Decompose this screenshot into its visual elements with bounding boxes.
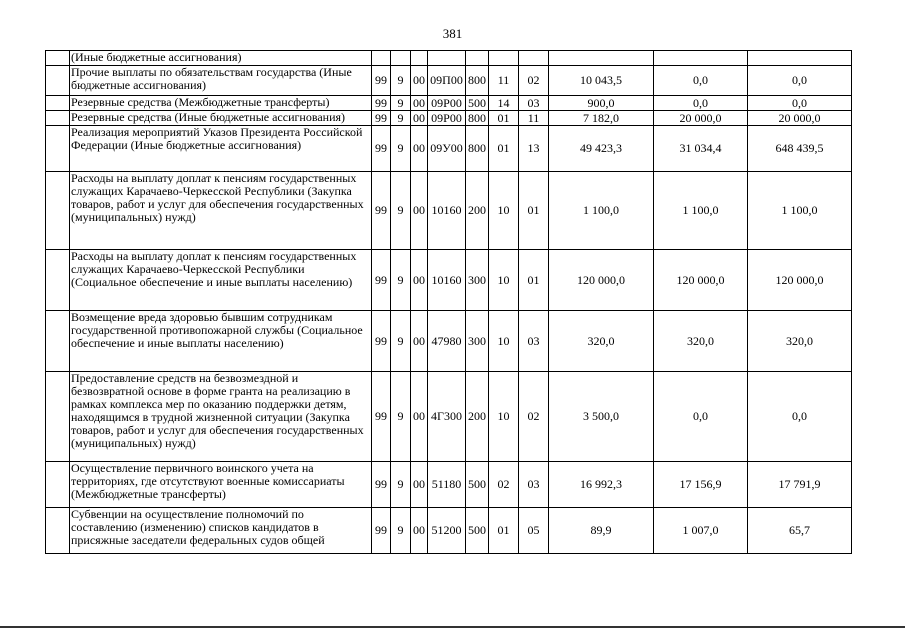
cell-v1: 49 423,3 (549, 126, 654, 172)
cell-c7: 03 (519, 462, 549, 508)
cell-c7: 02 (519, 66, 549, 96)
cell-v3: 120 000,0 (748, 250, 852, 311)
cell-c3 (411, 51, 428, 66)
cell-v2: 0,0 (654, 66, 748, 96)
cell-c2: 9 (391, 250, 411, 311)
cell-c2: 9 (391, 172, 411, 250)
cell-c4: 51180 (428, 462, 466, 508)
cell-v2: 1 100,0 (654, 172, 748, 250)
cell-c5: 300 (466, 311, 489, 372)
cell-c7: 05 (519, 508, 549, 554)
row-description: Субвенции на осуществление полномочий по составлению (изменению) списков кандидатов в присяжные заседатели федеральных судов общей (70, 508, 372, 554)
cell-v2: 20 000,0 (654, 111, 748, 126)
cell-c2: 9 (391, 96, 411, 111)
row-marker-cell (46, 372, 70, 462)
cell-c7: 02 (519, 372, 549, 462)
cell-c2: 9 (391, 111, 411, 126)
table-row (46, 462, 852, 508)
cell-c6: 10 (489, 250, 519, 311)
cell-c5: 500 (466, 508, 489, 554)
cell-c3: 00 (411, 96, 428, 111)
cell-v1 (549, 51, 654, 66)
cell-c4: 09Р00 (428, 111, 466, 126)
cell-c3: 00 (411, 126, 428, 172)
cell-c6: 10 (489, 172, 519, 250)
cell-v1: 7 182,0 (549, 111, 654, 126)
row-marker-cell (46, 96, 70, 111)
cell-c5: 500 (466, 96, 489, 111)
cell-c2: 9 (391, 508, 411, 554)
cell-c1: 99 (372, 66, 391, 96)
row-marker-cell (46, 311, 70, 372)
cell-c1: 99 (372, 172, 391, 250)
table-row (46, 372, 852, 462)
cell-v2: 0,0 (654, 96, 748, 111)
row-marker-cell (46, 250, 70, 311)
budget-table (45, 50, 852, 554)
cell-c3: 00 (411, 462, 428, 508)
cell-v2: 120 000,0 (654, 250, 748, 311)
table-row (46, 508, 852, 554)
cell-c5: 300 (466, 250, 489, 311)
table-row (46, 51, 852, 66)
cell-c1: 99 (372, 311, 391, 372)
cell-c1 (372, 51, 391, 66)
cell-c6 (489, 51, 519, 66)
cell-v3: 1 100,0 (748, 172, 852, 250)
cell-v1: 89,9 (549, 508, 654, 554)
cell-c1: 99 (372, 462, 391, 508)
row-marker-cell (46, 66, 70, 96)
row-description: Резервные средства (Иные бюджетные ассигнования) (70, 111, 372, 126)
cell-c4: 09Р00 (428, 96, 466, 111)
cell-c7: 03 (519, 96, 549, 111)
cell-v3: 0,0 (748, 372, 852, 462)
cell-v2: 31 034,4 (654, 126, 748, 172)
cell-c4: 4Г300 (428, 372, 466, 462)
cell-v1: 1 100,0 (549, 172, 654, 250)
cell-v1: 3 500,0 (549, 372, 654, 462)
cell-v2: 1 007,0 (654, 508, 748, 554)
cell-v1: 10 043,5 (549, 66, 654, 96)
table-row (46, 96, 852, 111)
cell-c6: 10 (489, 372, 519, 462)
cell-c5: 800 (466, 126, 489, 172)
cell-c5: 200 (466, 372, 489, 462)
row-description: Расходы на выплату доплат к пенсиям государственных служащих Карачаево-Черкесской Республики (Социальное обеспечение и иные выплаты населению) (70, 250, 372, 311)
cell-c6: 01 (489, 126, 519, 172)
cell-c6: 01 (489, 508, 519, 554)
cell-c5: 800 (466, 111, 489, 126)
cell-v2: 320,0 (654, 311, 748, 372)
cell-c5: 200 (466, 172, 489, 250)
cell-v1: 900,0 (549, 96, 654, 111)
cell-c2: 9 (391, 372, 411, 462)
cell-c6: 02 (489, 462, 519, 508)
cell-c4: 47980 (428, 311, 466, 372)
cell-v3: 0,0 (748, 96, 852, 111)
cell-v3 (748, 51, 852, 66)
cell-c6: 10 (489, 311, 519, 372)
cell-v3: 648 439,5 (748, 126, 852, 172)
cell-c4: 51200 (428, 508, 466, 554)
row-description: Возмещение вреда здоровью бывшим сотрудникам государственной противопожарной службы (Социальное обеспечение и иные выплаты населению) (70, 311, 372, 372)
cell-v3: 17 791,9 (748, 462, 852, 508)
cell-c3: 00 (411, 372, 428, 462)
cell-c1: 99 (372, 96, 391, 111)
cell-c1: 99 (372, 111, 391, 126)
cell-v3: 65,7 (748, 508, 852, 554)
row-description: Резервные средства (Межбюджетные трансферты) (70, 96, 372, 111)
table-row (46, 172, 852, 250)
cell-c6: 01 (489, 111, 519, 126)
cell-v1: 320,0 (549, 311, 654, 372)
cell-c4: 10160 (428, 172, 466, 250)
cell-c7: 03 (519, 311, 549, 372)
cell-c4: 09П00 (428, 66, 466, 96)
cell-v3: 320,0 (748, 311, 852, 372)
table-row (46, 311, 852, 372)
cell-v1: 120 000,0 (549, 250, 654, 311)
cell-c5: 500 (466, 462, 489, 508)
cell-c3: 00 (411, 311, 428, 372)
cell-c3: 00 (411, 250, 428, 311)
cell-c2: 9 (391, 462, 411, 508)
row-marker-cell (46, 172, 70, 250)
page-number: 381 (442, 26, 463, 41)
cell-c2: 9 (391, 311, 411, 372)
cell-c7: 13 (519, 126, 549, 172)
row-marker-cell (46, 126, 70, 172)
row-description: Реализация мероприятий Указов Президента Российской Федерации (Иные бюджетные ассигнования) (70, 126, 372, 172)
cell-c7: 01 (519, 172, 549, 250)
row-marker-cell (46, 462, 70, 508)
table-row (46, 111, 852, 126)
cell-c7: 11 (519, 111, 549, 126)
cell-c1: 99 (372, 250, 391, 311)
cell-v2 (654, 51, 748, 66)
table-row (46, 126, 852, 172)
cell-v3: 20 000,0 (748, 111, 852, 126)
cell-c7: 01 (519, 250, 549, 311)
cell-c6: 14 (489, 96, 519, 111)
cell-c4: 10160 (428, 250, 466, 311)
cell-v2: 17 156,9 (654, 462, 748, 508)
page-bottom-edge (0, 626, 905, 628)
cell-c6: 11 (489, 66, 519, 96)
cell-c4: 09У00 (428, 126, 466, 172)
cell-c3: 00 (411, 508, 428, 554)
cell-c2 (391, 51, 411, 66)
row-description: Прочие выплаты по обязательствам государства (Иные бюджетные ассигнования) (70, 66, 372, 96)
cell-c4 (428, 51, 466, 66)
cell-c2: 9 (391, 66, 411, 96)
table-row (46, 66, 852, 96)
cell-c1: 99 (372, 372, 391, 462)
row-description: Предоставление средств на безвозмездной и безвозвратной основе в форме гранта на реализацию в рамках комплекса мер по оказанию поддержки детям, находящимся в трудной жизненной ситуации (Закупка товаров, работ и услуг для обеспечения государственных (муниципальных) нужд) (70, 372, 372, 462)
cell-v3: 0,0 (748, 66, 852, 96)
cell-c3: 00 (411, 66, 428, 96)
row-description: (Иные бюджетные ассигнования) (70, 51, 372, 66)
cell-c7 (519, 51, 549, 66)
cell-v2: 0,0 (654, 372, 748, 462)
table-row (46, 250, 852, 311)
cell-v1: 16 992,3 (549, 462, 654, 508)
cell-c2: 9 (391, 126, 411, 172)
cell-c3: 00 (411, 172, 428, 250)
row-description: Расходы на выплату доплат к пенсиям государственных служащих Карачаево-Черкесской Республики (Закупка товаров, работ и услуг для обеспечения государственных (муниципальных) нужд) (70, 172, 372, 250)
row-marker-cell (46, 111, 70, 126)
row-marker-cell (46, 508, 70, 554)
cell-c5 (466, 51, 489, 66)
cell-c3: 00 (411, 111, 428, 126)
cell-c1: 99 (372, 126, 391, 172)
cell-c5: 800 (466, 66, 489, 96)
cell-c1: 99 (372, 508, 391, 554)
row-description: Осуществление первичного воинского учета на территориях, где отсутствуют военные комиссариаты (Межбюджетные трансферты) (70, 462, 372, 508)
row-marker-cell (46, 51, 70, 66)
